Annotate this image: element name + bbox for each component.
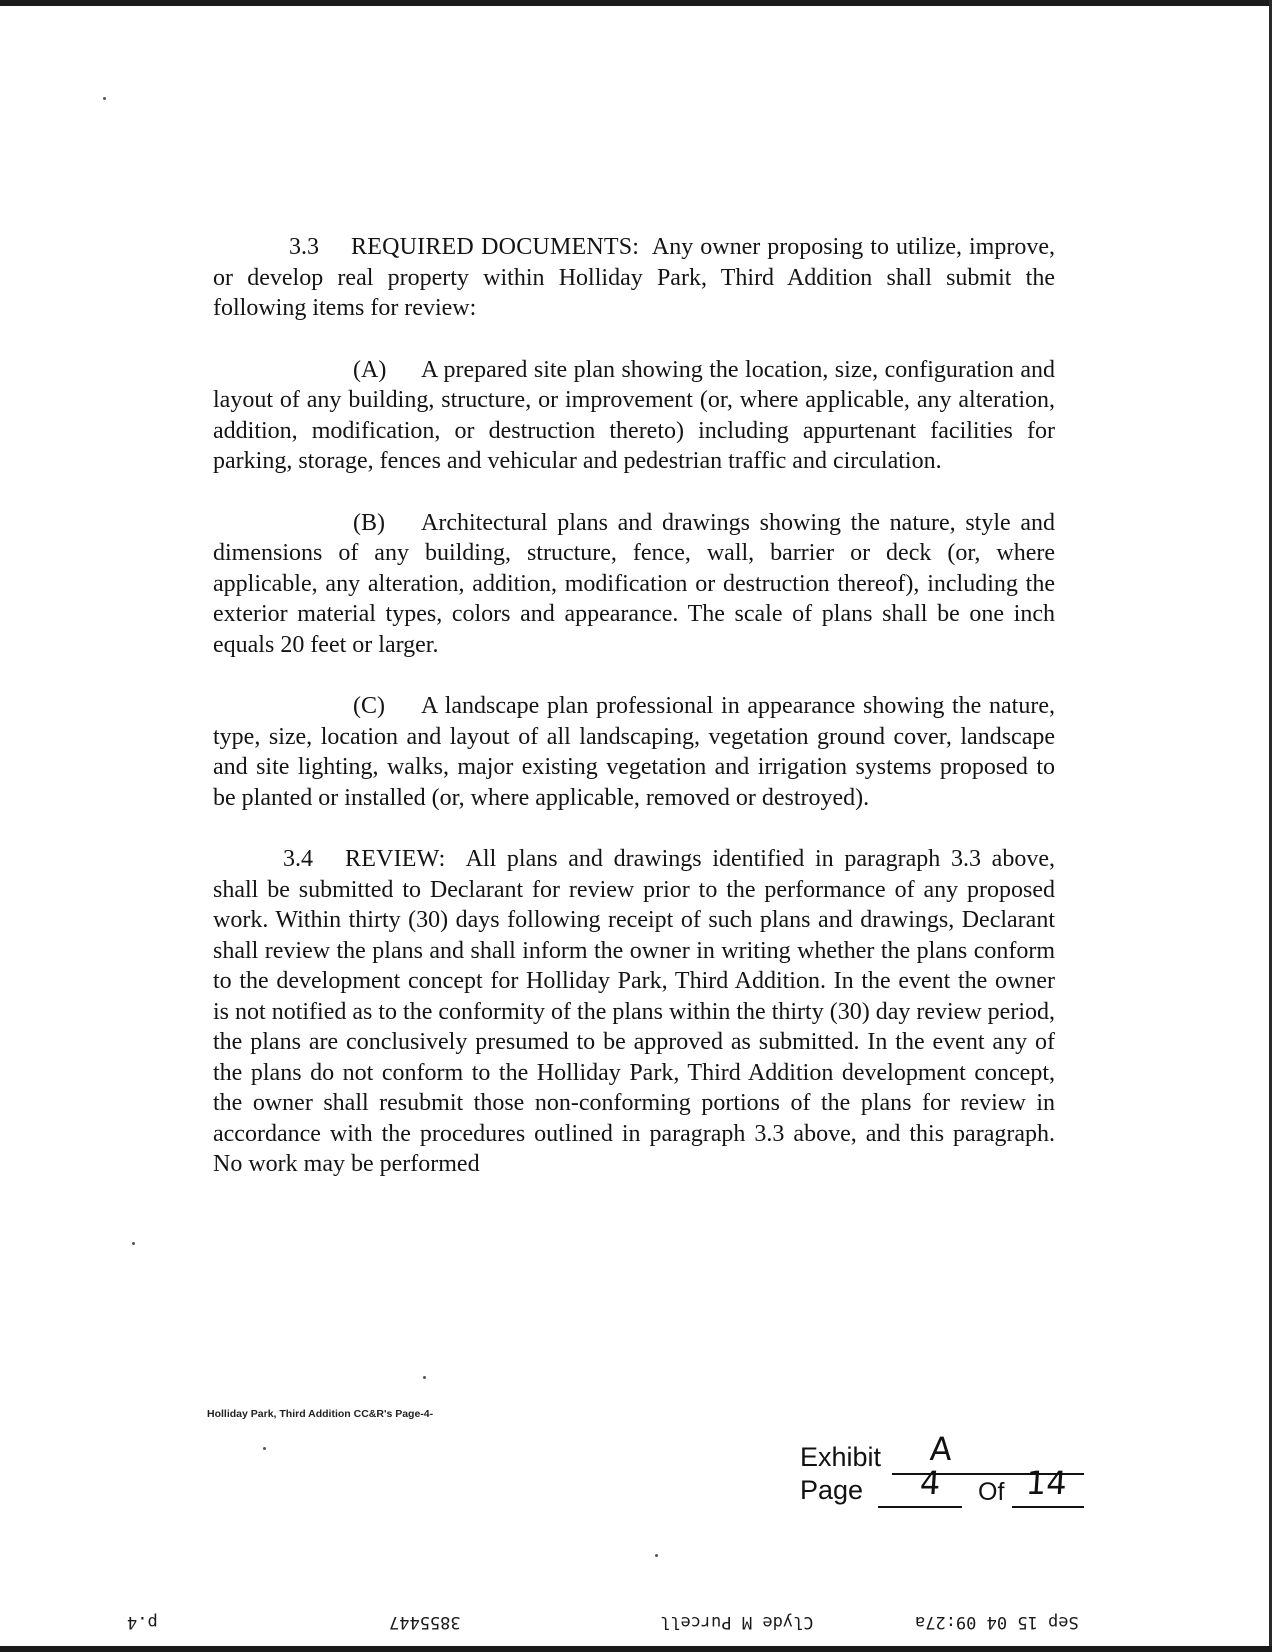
scan-speck	[263, 1447, 266, 1450]
scan-top-border	[0, 0, 1272, 6]
exhibit-stamp	[800, 1430, 1100, 1510]
paragraph-c	[213, 691, 1055, 813]
item-text: A landscape plan professional in appearance showing the nature, type, size, location and layout of all landscaping, vegetation ground cover, landscape and site lighting, walks, major existing vegetation and irrigation systems proposed to be planted or installed (or, where applicable, removed or destroyed).	[213, 693, 1055, 811]
page-value: 4	[918, 1464, 942, 1502]
scan-speck	[132, 1242, 135, 1245]
page-label: Page	[800, 1475, 864, 1505]
scan-bottom-border	[0, 1646, 1272, 1652]
fax-page-number: p.4	[127, 1612, 158, 1632]
scan-speck	[103, 97, 106, 100]
exhibit-value: A	[928, 1430, 954, 1468]
paragraph-3-4	[213, 844, 1055, 1180]
section-text: All plans and drawings identified in paragraph 3.3 above, shall be submitted to Declarant for review prior to the performance of any proposed work. Within thirty (30) days following receipt of such plans and drawings, Declarant shall review the plans and shall inform the owner in writing whether the plans conform to the development concept for Holliday Park, Third Addition. In the event the owner is not notified as to the conformity of the plans within the thirty (30) day review period, the plans are conclusively presumed to be approved as submitted. In the event any of the plans do not conform to the Holliday Park, Third Addition development concept, the owner shall resubmit those non-conforming portions of the plans for review in accordance with the procedures outlined in paragraph 3.3 above, and this paragraph. No work may be performed	[213, 846, 1055, 1177]
paragraph-3-3	[213, 232, 1055, 324]
fax-phone: 3855447	[389, 1612, 461, 1632]
exhibit-row	[800, 1442, 881, 1473]
section-number: 3.4	[283, 846, 313, 872]
of-underline	[1012, 1506, 1084, 1508]
page-row	[800, 1475, 863, 1506]
of-value: 14	[1024, 1464, 1069, 1502]
section-text: Any owner proposing to utilize, improve, or develop real property within Holliday Park, Third Addition shall submit the following items for review:	[213, 234, 1055, 321]
scan-speck	[655, 1554, 658, 1557]
item-text: Architectural plans and drawings showing the nature, style and dimensions of any building, structure, fence, wall, barrier or deck (or, where applicable, any alteration, addition, modification or destruction thereof), including the exterior material types, colors and appearance. The scale of plans shall be one inch equals 20 feet or larger.	[213, 509, 1055, 658]
item-letter: (C)	[353, 693, 385, 719]
section-heading: REVIEW:	[345, 846, 446, 872]
fax-date: Sep 15 04 09:27a	[915, 1612, 1079, 1632]
section-heading: REQUIRED DOCUMENTS:	[351, 234, 640, 260]
section-number: 3.3	[289, 234, 319, 260]
fax-sender: Clyde M Purcell	[660, 1612, 814, 1632]
exhibit-label: Exhibit	[800, 1442, 882, 1472]
item-text: A prepared site plan showing the location, size, configuration and layout of any building, structure, or improvement (or, where applicable, any alteration, addition, modification, or destruction thereto) including appurtenant facilities for parking, storage, fences and vehicular and pedestrian traffic and circulation.	[213, 356, 1055, 474]
document-body	[213, 232, 1055, 1180]
paragraph-a	[213, 355, 1055, 477]
scan-speck	[423, 1376, 426, 1379]
page-footer: Holliday Park, Third Addition CC&R's Page-4-	[207, 1408, 434, 1420]
of-label: Of	[978, 1478, 1005, 1506]
item-letter: (B)	[353, 509, 385, 536]
item-letter: (A)	[353, 356, 387, 383]
paragraph-b	[213, 508, 1055, 661]
page-underline	[878, 1506, 962, 1508]
